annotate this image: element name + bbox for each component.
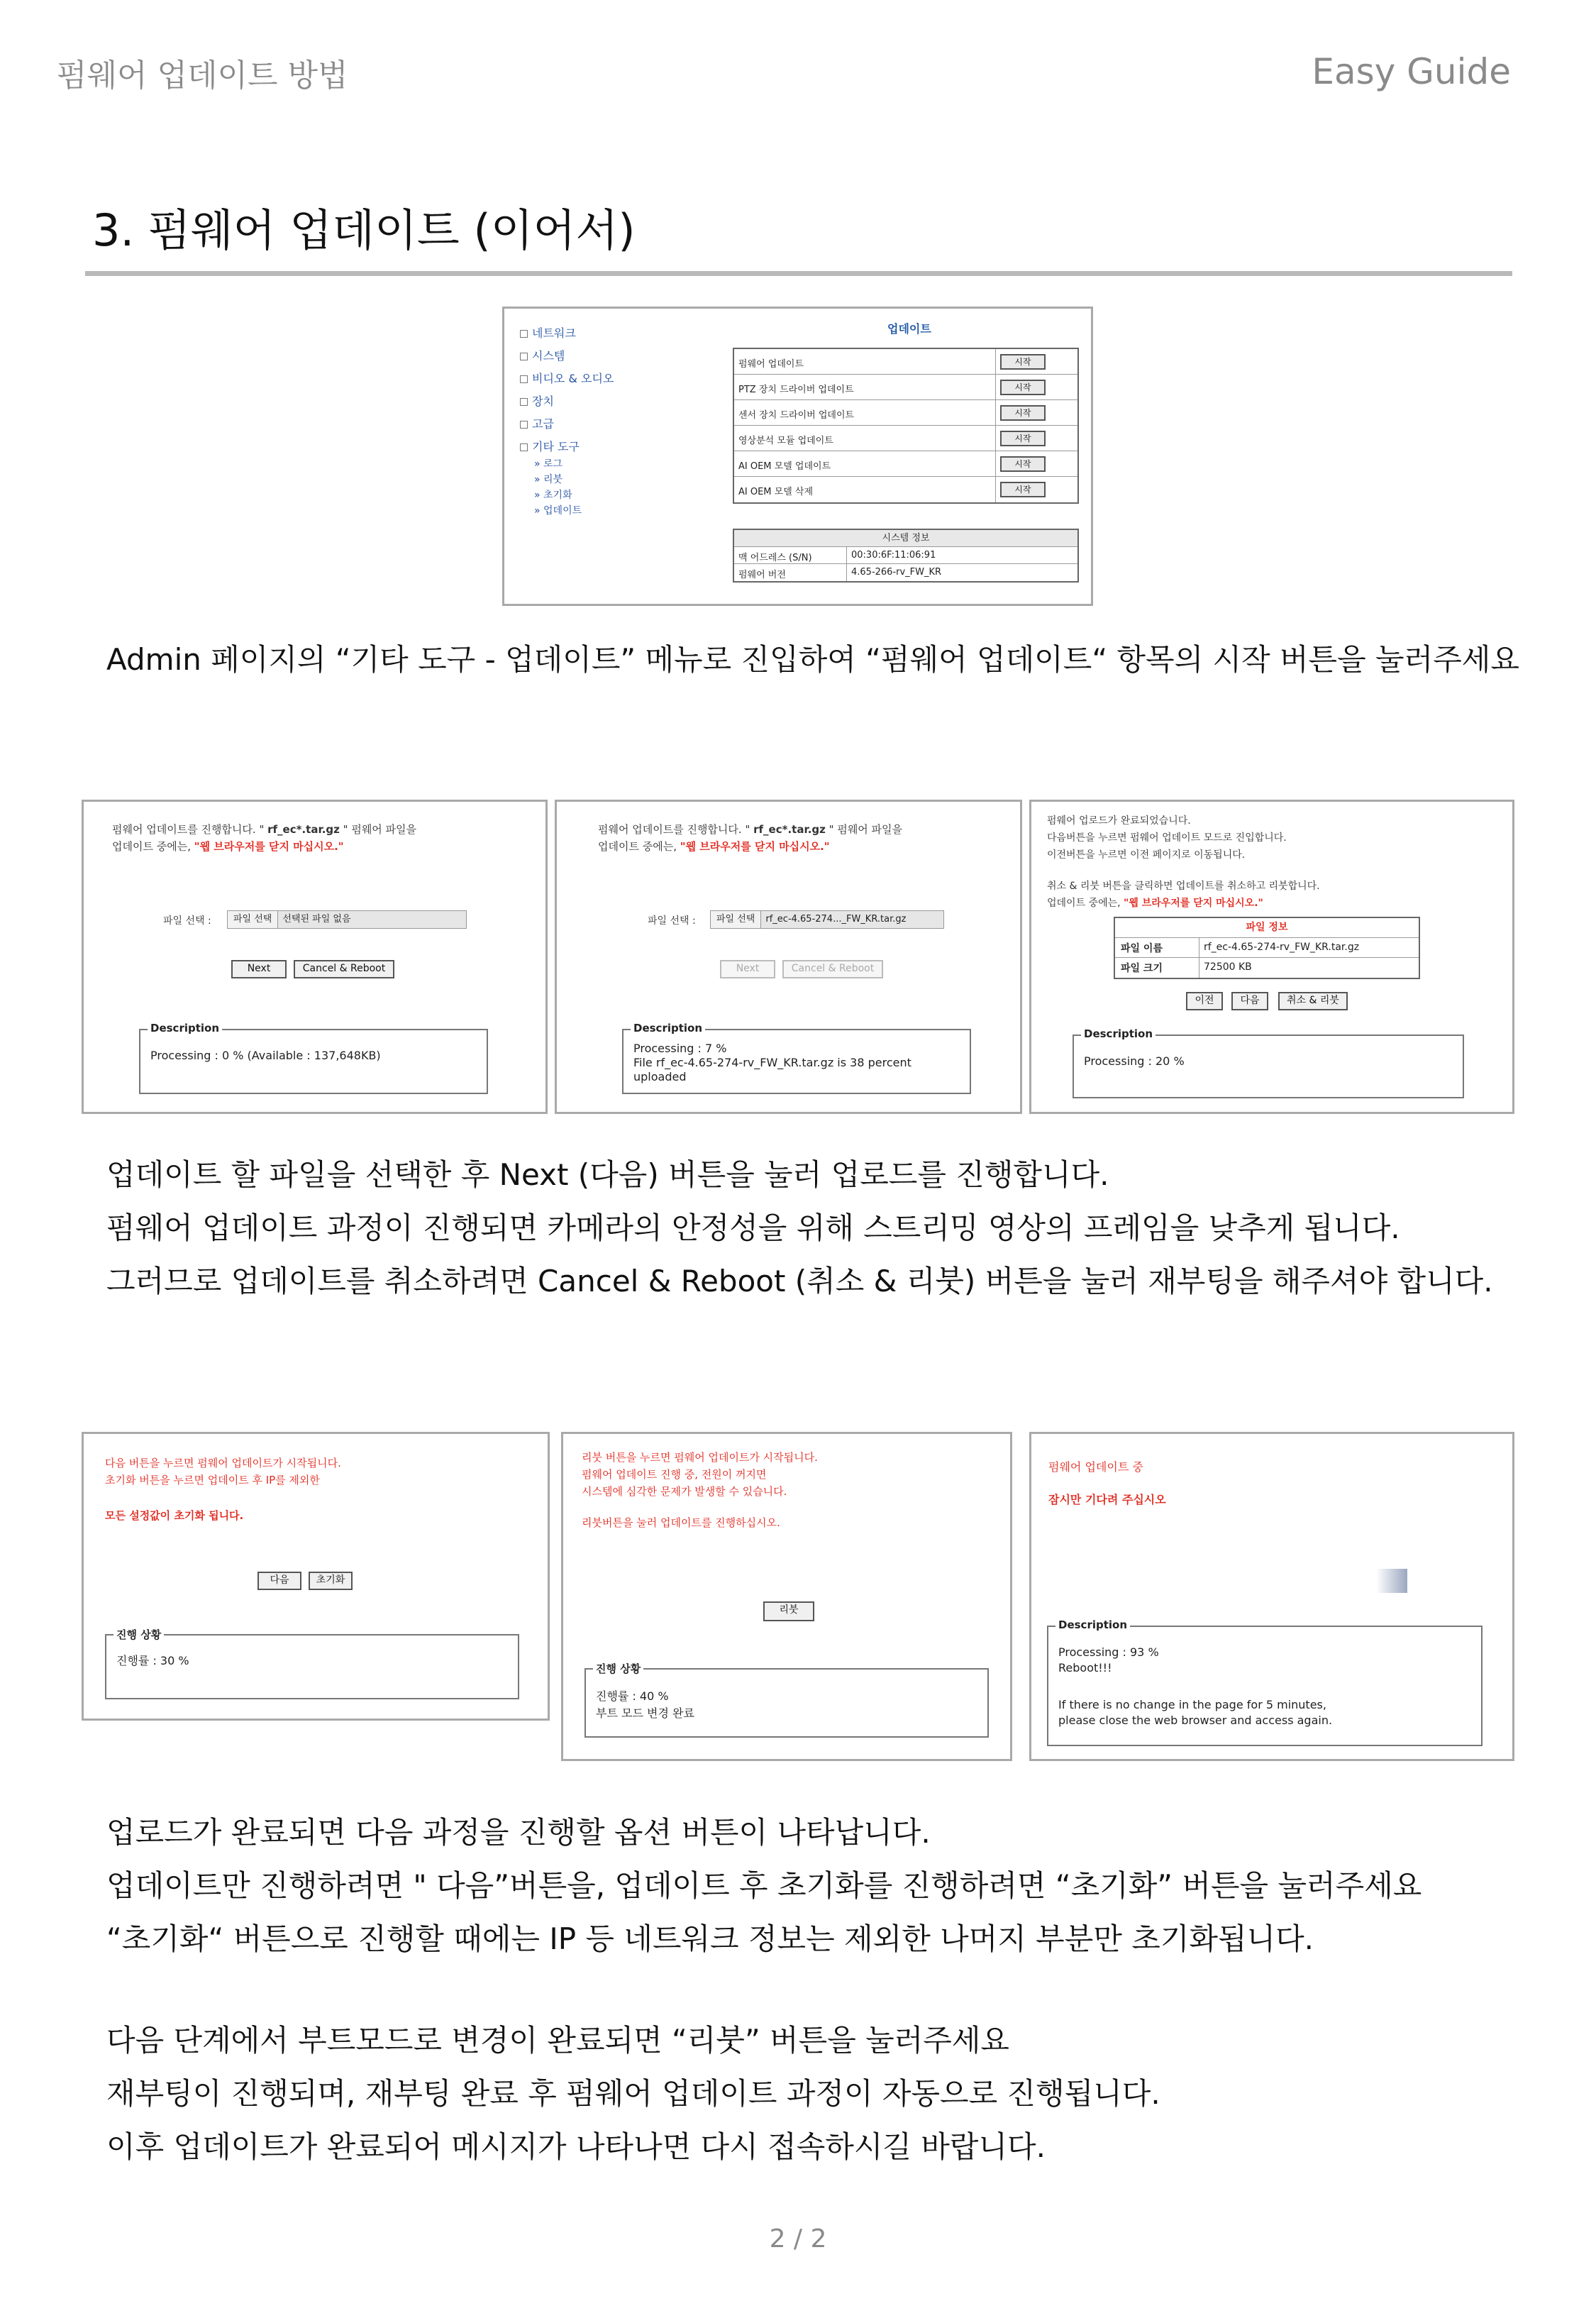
table-row: 펌웨어 버전 4.65-266-rv_FW_KR [734,564,1077,581]
menu-item-advanced[interactable]: 고급 [520,415,554,431]
upload-select-screenshot: 펌웨어 업데이트를 진행합니다. " rf_ec*.tar.gz " 펌웨어 파일을 업데이트 중에는, "웹 브라우저를 닫지 마십시오." 파일 선택 : 파일 선택 선택된 파일 없음 Next Cancel & Reboot Description Processing : 0 % (Available : 137,648KB) [82,800,548,1114]
start-button[interactable]: 시작 [1000,380,1046,395]
description-box: Description Processing : 7 % File rf_ec-4.65-274-rv_FW_KR.tar.gz is 38 percent uploaded [622,1029,971,1094]
file-info-table: 파일 정보 파일 이름 rf_ec-4.65-274-rv_FW_KR.tar.gz 파일 크기 72500 KB [1114,917,1420,979]
table-row: 펌웨어 업데이트 시작 [734,349,1077,375]
upload-complete-screenshot: 펌웨어 업로드가 완료되었습니다. 다음버튼을 누르면 펌웨어 업데이트 모드로 진입합니다. 이전버튼을 누르면 이전 페이지로 이동됩니다. 취소 & 리붓 버튼을 클릭하면 업데이트를 취소하고 리붓합니다. 업데이트 중에는, "웹 브라우저를 닫지 마십시오." 파일 정보 파일 이름 rf_ec-4.65-274-rv_FW_KR.tar.gz 파일 크기 72500 KB 이전 다음 취소 & 리붓 Description Processing : 20 % [1029,800,1514,1114]
table-row: 맥 어드레스 (S/N) 00:30:6F:11:06:91 [734,547,1077,564]
progress-box: 진행 상황 진행률 : 30 % [105,1634,519,1699]
double-chevron-icon: » [534,505,541,517]
submenu-item-update[interactable]: » 업데이트 [534,505,582,517]
prev-button[interactable]: 이전 [1186,992,1223,1010]
start-button[interactable]: 시작 [1000,482,1046,497]
description-box: Description Processing : 93 % Reboot!!! If there is no change in the page for 5 minutes, please close the web browser and access again. [1047,1626,1483,1746]
start-button[interactable]: 시작 [1000,456,1046,472]
instruction-paragraph-1: Admin 페이지의 “기타 도구 - 업데이트” 메뉴로 진입하여 “펌웨어 업데이트“ 항목의 시작 버튼을 눌러주세요 [106,642,1519,677]
collapse-icon [520,398,528,406]
system-info-table [733,529,1079,583]
updating-screenshot: 펌웨어 업데이트 중 잠시만 기다려 주십시오 Description Processing : 93 % Reboot!!! If there is no change in the page for 5 minutes, please close the web browser and access again. [1029,1432,1514,1761]
file-input[interactable]: 파일 선택 rf_ec-4.65-274..._FW_KR.tar.gz [710,910,944,929]
double-chevron-icon: » [534,490,541,501]
reboot-prompt-screenshot: 리붓 버튼을 누르면 펌웨어 업데이트가 시작됩니다. 펌웨어 업데이트 진행 중, 전원이 꺼지면 시스템에 심각한 문제가 발생할 수 있습니다. 리붓버튼을 눌러 업데이트를 진행하십시오. 리붓 진행 상황 진행률 : 40 % 부트 모드 변경 완료 [561,1432,1012,1761]
uploading-screenshot: 펌웨어 업데이트를 진행합니다. " rf_ec*.tar.gz " 펌웨어 파일을 업데이트 중에는, "웹 브라우저를 닫지 마십시오." 파일 선택 : 파일 선택 rf_ec-4.65-274..._FW_KR.tar.gz Next Cancel & Reboot Description Processing : 7 % File rf_ec-4.65-274-rv_FW_KR.tar.gz is 38 percent uploaded [555,800,1022,1114]
cancel-reboot-button[interactable]: Cancel & Reboot [294,960,394,978]
collapse-icon [520,443,528,451]
update-options-screenshot: 다음 버튼을 누르면 펌웨어 업데이트가 시작됩니다. 초기화 버튼을 누르면 업데이트 후 IP를 제외한 모든 설정값이 초기화 됩니다. 다음 초기화 진행 상황 진행률 : 30 % [82,1432,550,1721]
document-header-title: 펌웨어 업데이트 방법 [57,57,348,94]
file-input[interactable]: 파일 선택 선택된 파일 없음 [227,910,467,929]
system-info-title: 시스템 정보 [734,530,1077,547]
progress-box: 진행 상황 진행률 : 40 % 부트 모드 변경 완료 [584,1668,989,1738]
reset-button[interactable]: 초기화 [309,1572,353,1590]
submenu-item-reboot[interactable]: » 리붓 [534,474,563,485]
double-chevron-icon: » [534,458,541,470]
collapse-icon [520,375,528,383]
cancel-reboot-button[interactable]: Cancel & Reboot [782,960,883,978]
loading-indicator [1376,1569,1407,1593]
menu-item-device[interactable]: 장치 [520,392,554,409]
update-heading: 업데이트 [887,322,931,336]
collapse-icon [520,421,528,429]
admin-update-screenshot [502,307,1093,606]
collapse-icon [520,353,528,360]
next-button[interactable]: Next [231,960,287,978]
update-table [733,348,1079,504]
table-row: 센서 장치 드라이버 업데이트 시작 [734,400,1077,426]
cancel-reboot-button[interactable]: 취소 & 리붓 [1278,992,1348,1010]
section-title: 3. 펌웨어 업데이트 (이어서) [92,204,636,256]
table-row: AI OEM 모델 업데이트 시작 [734,451,1077,477]
reboot-button[interactable]: 리붓 [763,1601,814,1621]
instruction-paragraph-2: 업데이트 할 파일을 선택한 후 Next (다음) 버튼을 눌러 업로드를 진행합니다. 펌웨어 업데이트 과정이 진행되면 카메라의 안정성을 위해 스트리밍 영상의 프레임을 낮추게 됩니다. 그러므로 업데이트를 취소하려면 Cancel & Reboot (취소 & 리붓) 버튼을 눌러 재부팅을 해주셔야 합니다. [106,1157,1493,1298]
menu-item-other-tools[interactable]: 기타 도구 [520,438,580,454]
start-button[interactable]: 시작 [1000,354,1046,370]
submenu-item-reset[interactable]: » 초기화 [534,490,572,501]
submenu-item-log[interactable]: » 로그 [534,458,563,470]
next-button[interactable]: 다음 [257,1572,301,1590]
start-button[interactable]: 시작 [1000,431,1046,446]
instruction-paragraph-4: 다음 단계에서 부트모드로 변경이 완료되면 “리붓” 버튼을 눌러주세요 재부팅이 진행되며, 재부팅 완료 후 펌웨어 업데이트 과정이 자동으로 진행됩니다. 이후 업데이트가 완료되어 메시지가 나타나면 다시 접속하시길 바랍니다. [106,2023,1160,2164]
menu-item-video-audio[interactable]: 비디오 & 오디오 [520,370,614,386]
instruction-paragraph-3: 업로드가 완료되면 다음 과정을 진행할 옵션 버튼이 나타납니다. 업데이트만 진행하려면 " 다음”버튼을, 업데이트 후 초기화를 진행하려면 “초기화” 버튼을 눌러주세요 “초기화“ 버튼으로 진행할 때에는 IP 등 네트워크 정보는 제외한 나머지 부분만 초기화됩니다. [106,1815,1422,1956]
next-button[interactable]: 다음 [1231,992,1268,1010]
next-button[interactable]: Next [720,960,775,978]
file-select-label: 파일 선택 : [648,915,696,927]
menu-item-system[interactable]: 시스템 [520,347,565,363]
collapse-icon [520,330,528,338]
double-chevron-icon: » [534,474,541,485]
page-number: 2 / 2 [769,2224,827,2253]
section-divider [85,271,1512,276]
table-row: 영상분석 모듈 업데이트 시작 [734,426,1077,451]
table-row: PTZ 장치 드라이버 업데이트 시작 [734,375,1077,400]
description-box: Description Processing : 20 % [1073,1035,1464,1098]
table-row: AI OEM 모델 삭제 시작 [734,477,1077,502]
menu-item-network[interactable]: 네트워크 [520,324,576,341]
description-box: Description Processing : 0 % (Available : 137,648KB) [139,1029,488,1094]
document-header-brand: Easy Guide [1312,51,1511,92]
file-select-label: 파일 선택 : [163,915,211,927]
start-button[interactable]: 시작 [1000,405,1046,421]
